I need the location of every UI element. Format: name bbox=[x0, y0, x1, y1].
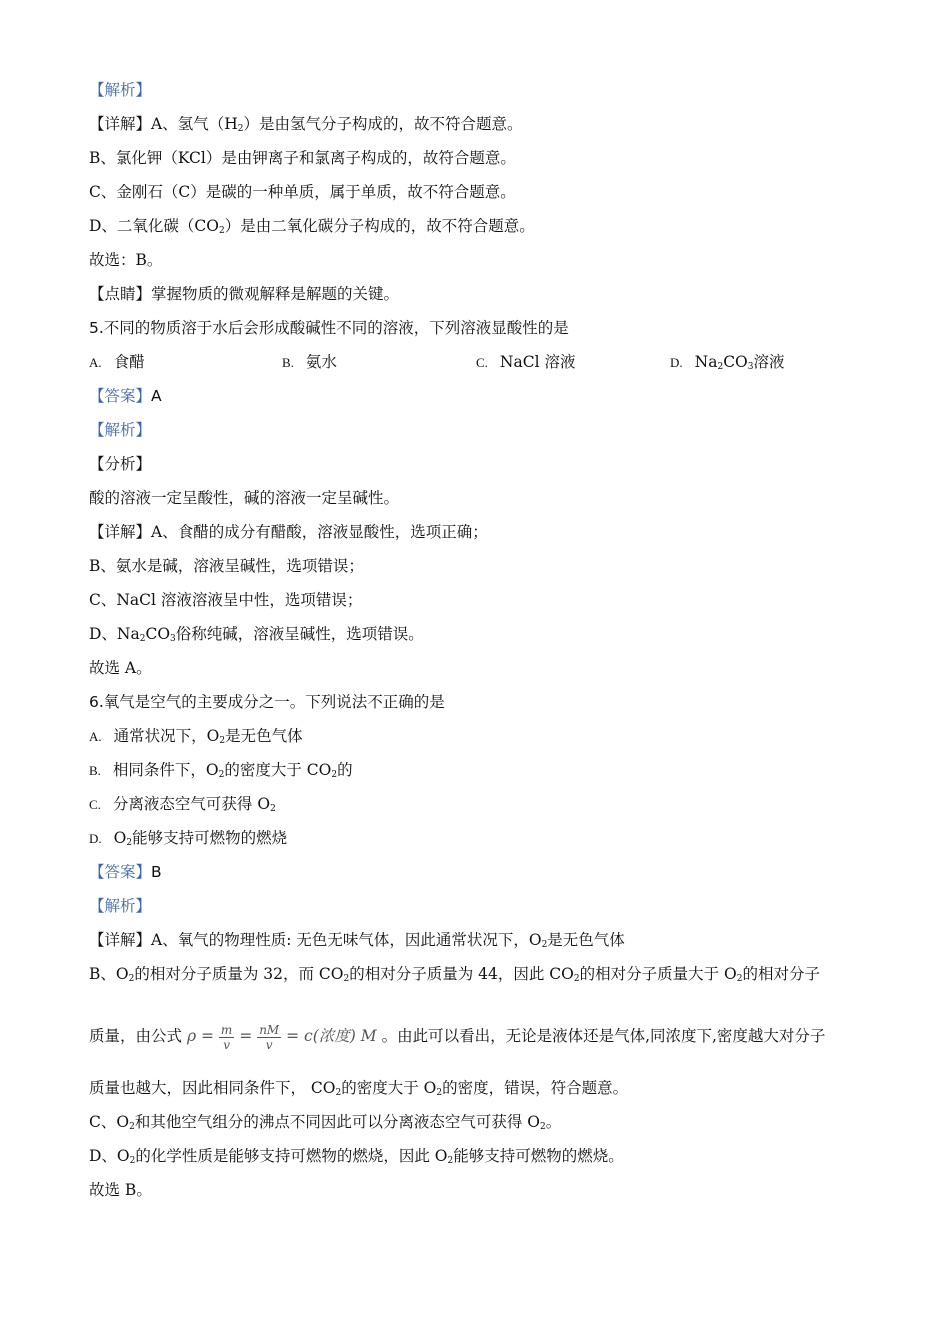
q6-detail-b-line3: 质量也越大，因此相同条件下， $CO_2$的密度大于 $O_2$的密度，错误，符合题意。 bbox=[89, 1079, 629, 1098]
q5-detail-a: 【详解】A、食醋的成分有醋酸，溶液显酸性，选项正确； bbox=[89, 523, 488, 541]
q5-choice: 故选 A。 bbox=[89, 659, 152, 677]
q6-answer: 【答案】B bbox=[89, 863, 162, 881]
q6-jiexi-tag: 【解析】 bbox=[89, 897, 152, 915]
q4-detail-c: C、金刚石（C）是碳的一种单质，属于单质，故不符合题意。 bbox=[89, 183, 516, 201]
q6-detail-b-line2: 质量，由公式 ρ = $\frac{m}{v}$ = $\frac{nM}{v}$ = c(浓度) M 。由此可以看出，无论是液体还是气体,同浓度下,密度越大对分子 bbox=[89, 1022, 826, 1052]
q4-jiexi-tag: 【解析】 bbox=[89, 81, 152, 99]
q5-option-a: A. 食醋 bbox=[89, 353, 145, 371]
q5-option-c: C. NaCl 溶液 bbox=[476, 353, 576, 371]
q5-detail-b: B、氨水是碱，溶液呈碱性，选项错误； bbox=[89, 557, 364, 575]
q5-answer: 【答案】A bbox=[89, 387, 162, 405]
density-formula: ρ = $\frac{m}{v}$ = $\frac{nM}{v}$ = c(浓度) M bbox=[186, 1022, 377, 1052]
q5-fenxi-tag: 【分析】 bbox=[89, 455, 152, 473]
q4-detail-d: D、二氧化碳$(CO_2)$是由二氧化碳分子构成的，故不符合题意。 bbox=[89, 217, 535, 236]
q6-option-b: B. 相同条件下，$O_2$的密度大于 $CO_2$的 bbox=[89, 761, 353, 780]
q5-detail-d: D、$Na_2CO_3$俗称纯碱，溶液呈碱性，选项错误。 bbox=[89, 625, 424, 644]
q5-fenxi: 酸的溶液一定呈酸性，碱的溶液一定呈碱性。 bbox=[89, 489, 400, 507]
q6-detail-b-line1: B、$O_2$的相对分子质量为 32，而 $CO_2$的相对分子质量为 44，因此 $CO_2$的相对分子质量大于 $O_2$的相对分子 bbox=[89, 965, 821, 984]
q5-jiexi-tag: 【解析】 bbox=[89, 421, 152, 439]
q4-detail-a: 【详解】A、氢气$(H_2)$是由氢气分子构成的，故不符合题意。 bbox=[89, 115, 523, 134]
q4-dianjing: 【点睛】掌握物质的微观解释是解题的关键。 bbox=[89, 285, 400, 303]
q6-detail-a: 【详解】A、氧气的物理性质: 无色无味气体，因此通常状况下，$O_2$是无色气体 bbox=[89, 931, 625, 950]
q5-detail-c: C、NaCl 溶液溶液呈中性，选项错误； bbox=[89, 591, 363, 609]
q4-detail-b: B、氯化钾（KCl）是由钾离子和氯离子构成的，故符合题意。 bbox=[89, 149, 516, 167]
q6-detail-c: C、$O_2$和其他空气组分的沸点不同因此可以分离液态空气可获得 $O_2$。 bbox=[89, 1113, 562, 1132]
q6-stem: 6.氧气是空气的主要成分之一。下列说法不正确的是 bbox=[89, 693, 445, 711]
q6-detail-d: D、$O_2$的化学性质是能够支持可燃物的燃烧，因此 $O_2$能够支持可燃物的燃烧。 bbox=[89, 1147, 624, 1166]
q6-option-a: A. 通常状况下，$O_2$是无色气体 bbox=[89, 727, 303, 746]
q5-option-b: B. 氨水 bbox=[282, 353, 337, 371]
q5-stem: 5.不同的物质溶于水后会形成酸碱性不同的溶液，下列溶液显酸性的是 bbox=[89, 319, 569, 337]
q6-option-d: D. $O_2$能够支持可燃物的燃烧 bbox=[89, 829, 288, 848]
q6-option-c: C. 分离液态空气可获得 $O_2$ bbox=[89, 795, 276, 814]
q4-choice: 故选：B。 bbox=[89, 251, 163, 269]
q5-option-d: D. $Na_2CO_3$溶液 bbox=[670, 353, 785, 372]
q6-choice: 故选 B。 bbox=[89, 1181, 152, 1199]
